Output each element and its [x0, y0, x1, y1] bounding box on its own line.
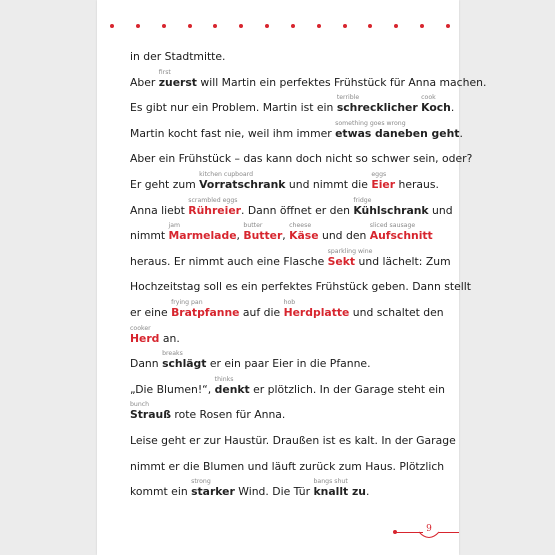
- text-segment: in der Stadtmitte.: [130, 50, 226, 63]
- text-segment: rote Rosen für Anna.: [171, 408, 286, 422]
- vocab-word: [353, 196, 429, 217]
- text-line: [130, 350, 450, 371]
- text-segment: Dann: [130, 357, 163, 371]
- vocab-word: [168, 222, 237, 243]
- text-segment: ,: [236, 229, 244, 243]
- vocab-gloss: frying pan: [171, 299, 203, 306]
- vocab-term: Herd: [130, 331, 160, 345]
- text-segment: er plötzlich. In der Garage steht ein: [249, 382, 445, 396]
- vocab-gloss: breaks: [162, 350, 183, 358]
- text-line: [130, 461, 450, 473]
- vocab-gloss: cooker: [130, 324, 151, 332]
- decorative-dot: [188, 24, 192, 28]
- text-line: [130, 196, 453, 217]
- vocab-gloss: bunch: [130, 401, 150, 409]
- vocab-gloss: bangs shut: [313, 478, 348, 486]
- footer-rule-right: [439, 532, 459, 533]
- text-segment: er eine: [130, 306, 172, 319]
- decorative-dot: [317, 24, 321, 28]
- vocab-word: [289, 222, 319, 243]
- text-segment: „Die Blumen!“,: [130, 382, 215, 396]
- text-segment: Leise geht er zur Haustür. Draußen ist es kalt. In der Garage: [130, 434, 456, 447]
- vocab-term: Marmelade: [168, 229, 237, 243]
- text-line: [130, 94, 455, 115]
- text-segment: .: [365, 485, 370, 499]
- vocab-gloss: first: [158, 68, 171, 76]
- text-segment: will Martin ein perfektes Frühstück für Anna machen.: [196, 75, 487, 89]
- vocab-term: starker: [191, 485, 235, 499]
- vocab-word: [188, 196, 241, 217]
- vocab-term: etwas daneben geht: [335, 126, 460, 140]
- vocab-gloss: eggs: [371, 171, 387, 178]
- text-line: [130, 280, 472, 294]
- text-segment: Anna liebt: [130, 203, 189, 217]
- decorative-dot-row: [110, 24, 450, 28]
- text-segment: nimmt er die Blumen und läuft zurück zum Haus. Plötzlich: [130, 459, 445, 473]
- text-segment: an.: [159, 331, 180, 345]
- vocab-word: [369, 222, 433, 243]
- text-line: [130, 434, 456, 447]
- vocab-word: [130, 324, 160, 345]
- text-segment: er ein paar Eier in die Pfanne.: [206, 357, 371, 371]
- text-line: [130, 247, 451, 268]
- vocab-gloss: sliced sausage: [369, 222, 416, 230]
- vocab-word: [162, 350, 207, 371]
- text-line: [130, 299, 450, 319]
- vocab-gloss: jam: [168, 222, 181, 230]
- vocab-term: Herdplatte: [283, 306, 350, 319]
- text-line: [130, 478, 450, 499]
- vocab-term: Sekt: [327, 254, 356, 268]
- vocab-gloss: butter: [243, 222, 263, 230]
- decorative-dot: [162, 24, 166, 28]
- text-line: [130, 324, 450, 345]
- vocab-term: Koch: [421, 101, 451, 115]
- vocab-word: [327, 247, 373, 268]
- decorative-dot: [136, 24, 140, 28]
- vocab-gloss: cheese: [289, 222, 312, 230]
- decorative-dot: [420, 24, 424, 28]
- decorative-dot: [239, 24, 243, 28]
- text-segment: ,: [282, 229, 290, 243]
- vocab-word: [214, 375, 250, 396]
- vocab-gloss: sparkling wine: [327, 247, 373, 255]
- text-segment: heraus. Er nimmt auch eine Flasche: [130, 254, 328, 268]
- vocab-gloss: something goes wrong: [335, 119, 406, 127]
- vocab-gloss: terrible: [336, 94, 360, 102]
- text-line: [130, 119, 463, 140]
- vocab-term: zuerst: [158, 75, 197, 89]
- text-line: [130, 375, 450, 396]
- vocab-word: [191, 478, 235, 499]
- vocab-gloss: scrambled eggs: [188, 196, 238, 204]
- page-number: 9: [426, 524, 432, 534]
- vocab-word: [283, 299, 350, 319]
- vocab-term: Rühreier: [188, 203, 241, 217]
- text-segment: Er geht zum: [130, 178, 200, 191]
- vocab-term: Aufschnitt: [369, 229, 433, 243]
- text-segment: .: [450, 101, 455, 115]
- decorative-dot: [213, 24, 217, 28]
- text-segment: . Dann öffnet er den: [240, 203, 354, 217]
- text-line: [130, 152, 473, 166]
- vocab-word: [130, 401, 171, 422]
- vocab-word: [171, 299, 240, 319]
- vocab-term: Eier: [371, 178, 396, 191]
- decorative-dot: [368, 24, 372, 28]
- decorative-dot: [394, 24, 398, 28]
- vocab-term: schlägt: [162, 357, 207, 371]
- text-line: [130, 68, 487, 89]
- decorative-dot: [110, 24, 114, 28]
- text-segment: Martin kocht fast nie, weil ihm immer: [130, 126, 336, 140]
- vocab-term: Bratpfanne: [171, 306, 240, 319]
- text-segment: Wind. Die Tür: [234, 485, 314, 499]
- text-segment: und den: [318, 229, 370, 243]
- vocab-term: Vorratschrank: [199, 178, 286, 191]
- text-segment: und schaltet den: [349, 306, 444, 319]
- vocab-word: [199, 171, 286, 191]
- text-segment: kommt ein: [130, 485, 192, 499]
- text-segment: heraus.: [395, 178, 439, 191]
- vocab-word: [335, 119, 460, 140]
- vocab-gloss: cook: [421, 94, 436, 102]
- decorative-dot: [446, 24, 450, 28]
- vocab-word: [243, 222, 283, 243]
- text-line: [130, 222, 450, 243]
- vocab-term: knallt zu: [313, 485, 366, 499]
- text-segment: und lächelt: Zum: [355, 254, 451, 268]
- vocab-gloss: hob: [283, 299, 296, 306]
- vocab-term: denkt: [214, 382, 250, 396]
- vocab-term: Strauß: [130, 408, 171, 422]
- vocab-word: [336, 94, 418, 115]
- text-segment: Aber ein Frühstück – das kann doch nicht so schwer sein, oder?: [130, 152, 473, 166]
- vocab-term: Käse: [289, 229, 319, 243]
- vocab-word: [313, 478, 366, 499]
- text-segment: Aber: [130, 75, 159, 89]
- text-segment: und nimmt die: [285, 178, 372, 191]
- vocab-gloss: fridge: [353, 196, 372, 204]
- vocab-word: [371, 171, 396, 191]
- text-line: [130, 171, 450, 191]
- vocab-gloss: kitchen cupboard: [199, 171, 254, 178]
- text-line: [130, 51, 450, 63]
- decorative-dot: [291, 24, 295, 28]
- decorative-dot: [343, 24, 347, 28]
- text-segment: Hochzeitstag soll es ein perfektes Frühstück geben. Dann stellt: [130, 280, 472, 294]
- vocab-term: schrecklicher: [336, 101, 418, 115]
- vocab-term: Butter: [243, 229, 283, 243]
- text-segment: und: [428, 203, 453, 217]
- vocab-gloss: thinks: [214, 375, 234, 383]
- vocab-gloss: strong: [191, 478, 211, 486]
- text-segment: nimmt: [130, 229, 169, 243]
- vocab-word: [421, 94, 451, 115]
- text-line: [130, 401, 450, 422]
- decorative-dot: [265, 24, 269, 28]
- text-segment: auf die: [239, 306, 284, 319]
- vocab-term: Kühlschrank: [353, 203, 429, 217]
- text-segment: Es gibt nur ein Problem. Martin ist ein: [130, 101, 337, 115]
- vocab-word: [158, 68, 197, 89]
- text-segment: .: [459, 126, 463, 140]
